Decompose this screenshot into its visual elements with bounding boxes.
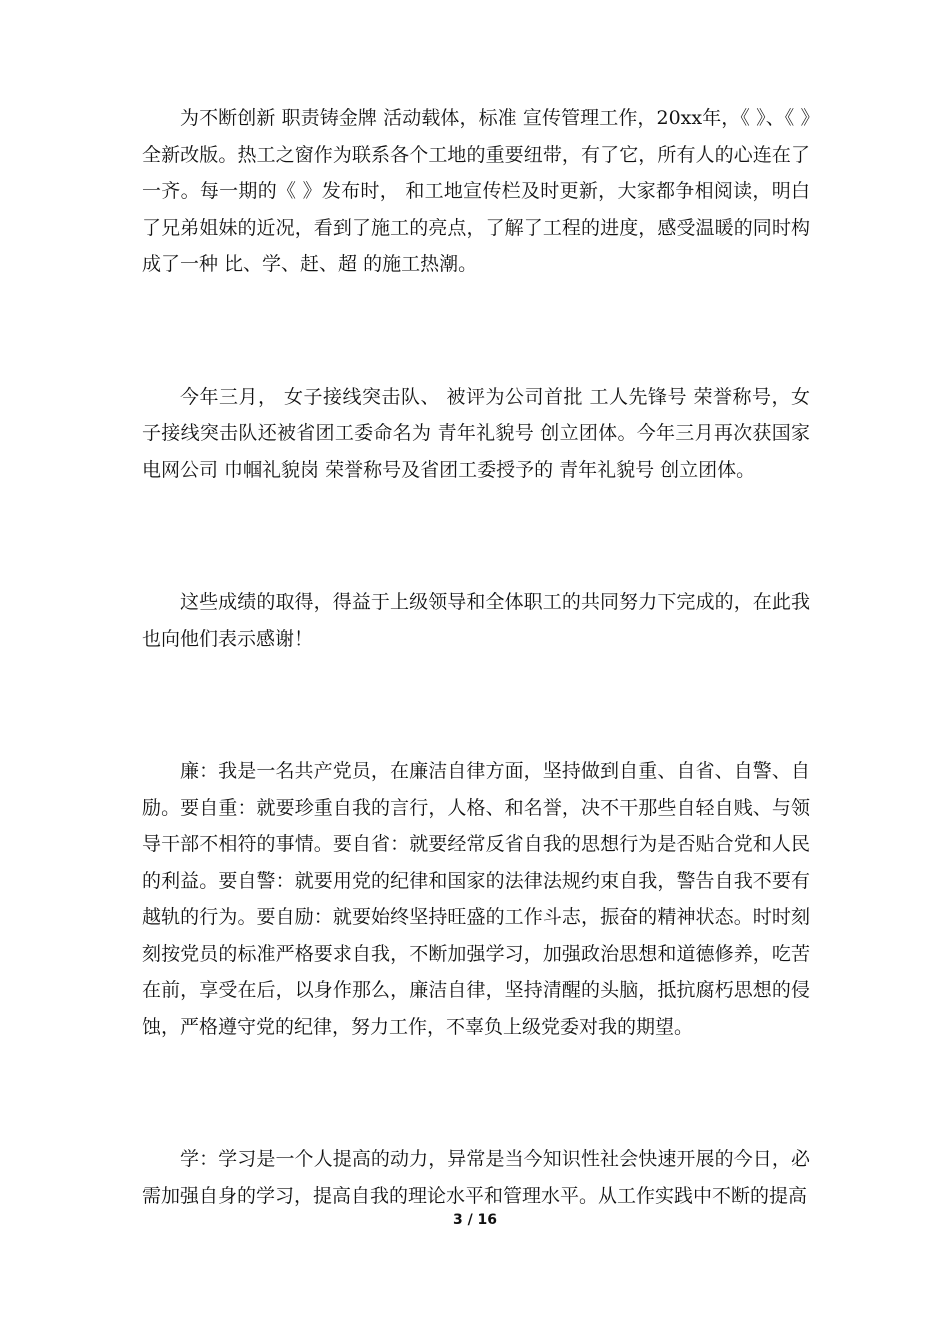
paragraph-gap [142, 1045, 810, 1141]
paragraph-gap [142, 657, 810, 753]
paragraph-publicity: 为不断创新 职责铸金牌 活动载体，标准 宣传管理工作，20xx年，《 》、《 》全新改版。热工之窗作为联系各个工地的重要纽带，有了它，所有人的心连在了一齐。每一期的《 》发布时， 和工地宣传栏及时更新，大家都争相阅读，明白了兄弟姐妹的近况，看到了施工的亮点，了解了工程的进度，感受温暖的同时构成了一种 比、学、赶、超 的施工热潮。 [142, 107, 810, 275]
paragraph-integrity: 廉：我是一名共产党员，在廉洁自律方面，坚持做到自重、自省、自警、自励。要自重：就要珍重自我的言行，人格、和名誉，决不干那些自轻自贱、与领导干部不相符的事情。要自省：就要经常反省自我的思想行为是否贴合党和人民的利益。要自警：就要用党的纪律和国家的法律法规约束自我，警告自我不要有越轨的行为。要自励：就要始终坚持旺盛的工作斗志，振奋的精神状态。时时刻刻按党员的标准严格要求自我，不断加强学习，加强政治思想和道德修养，吃苦在前，享受在后，以身作那么，廉洁自律，坚持清醒的头脑，抵抗腐朽思想的侵蚀，严格遵守党的纪律，努力工作，不辜负上级党委对我的期望。 [142, 760, 810, 1038]
paragraph-gap [142, 488, 810, 584]
document-body [142, 100, 810, 1214]
paragraph-honors: 今年三月， 女子接线突击队、 被评为公司首批 工人先锋号 荣誉称号，女子接线突击队还被省团工委命名为 青年礼貌号 创立团体。今年三月再次获国家电网公司 巾帼礼貌岗 荣誉称号及省团工委授予的 青年礼貌号 创立团体。 [142, 385, 810, 481]
paragraph-gap [142, 283, 810, 379]
paragraph-study: 学：学习是一个人提高的动力，异常是当今知识性社会快速开展的今日，必需加强自身的学习，提高自我的理论水平和管理水平。从工作实践中不断的提高 [142, 1148, 810, 1207]
page-number: 3 / 16 [452, 1212, 498, 1228]
paragraph-thanks: 这些成绩的取得，得益于上级领导和全体职工的共同努力下完成的，在此我也向他们表示感谢！ [142, 591, 810, 650]
